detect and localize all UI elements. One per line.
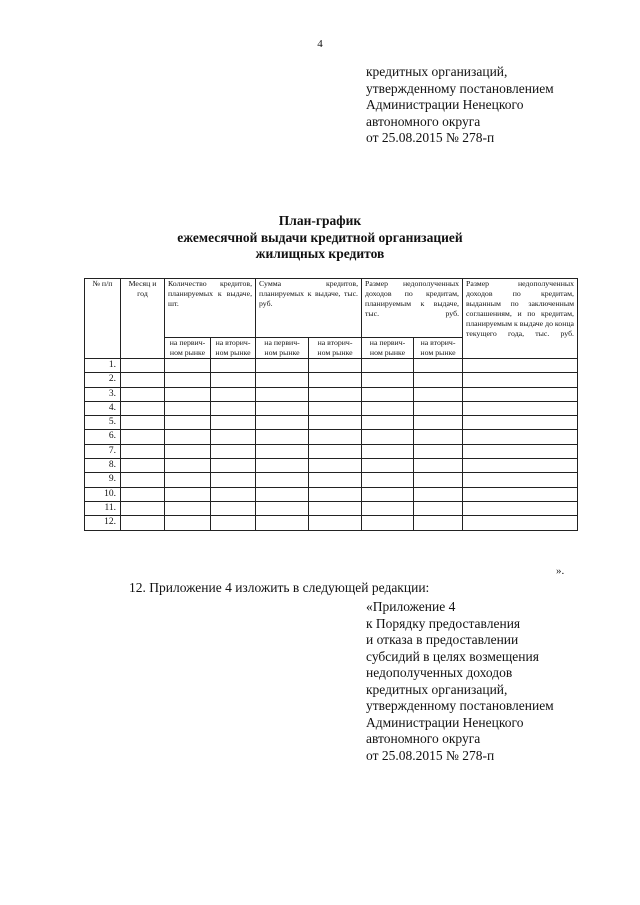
appendix-line: кредитных организаций,	[366, 681, 508, 697]
table-cell	[256, 516, 309, 530]
appendix-line: и отказа в предоставлении	[366, 632, 519, 647]
table-cell	[256, 487, 309, 501]
table-row	[85, 444, 578, 458]
table-cell	[211, 430, 256, 444]
row-number: 2.	[85, 373, 121, 387]
table-cell	[463, 501, 578, 515]
table-cell	[309, 473, 362, 487]
table-cell	[165, 473, 211, 487]
page-number: 4	[317, 38, 323, 50]
table-row	[85, 459, 578, 473]
table-row	[85, 416, 578, 430]
table-cell	[463, 444, 578, 458]
table-cell	[211, 501, 256, 515]
table-cell	[414, 416, 463, 430]
header-month-year: Месяц и год	[121, 279, 165, 359]
table-cell	[362, 359, 414, 373]
row-number: 5.	[85, 416, 121, 430]
table-cell	[165, 359, 211, 373]
table-cell	[211, 359, 256, 373]
table-cell	[165, 430, 211, 444]
table-cell	[211, 459, 256, 473]
table-cell	[165, 487, 211, 501]
table-cell	[414, 401, 463, 415]
table-cell	[256, 359, 309, 373]
subheader-secondary-market: на вторич-ном рынке	[309, 338, 362, 359]
table-cell	[463, 359, 578, 373]
title-line: жилищных кредитов	[255, 246, 385, 261]
appendix-reference-block-top	[366, 64, 554, 147]
table-cell	[463, 516, 578, 530]
table-cell	[256, 444, 309, 458]
table-cell	[463, 473, 578, 487]
table-cell	[121, 473, 165, 487]
table-cell	[414, 516, 463, 530]
table-cell	[463, 416, 578, 430]
table-cell	[165, 444, 211, 458]
table-cell	[362, 459, 414, 473]
table-cell	[121, 459, 165, 473]
header-loan-sum: Сумма кредитов, планируемых к выдаче, тыс. руб.	[256, 279, 362, 338]
table-cell	[256, 501, 309, 515]
table-cell	[211, 387, 256, 401]
table-cell	[463, 430, 578, 444]
subheader-primary-market: на первич-ном рынке	[165, 338, 211, 359]
table-cell	[463, 459, 578, 473]
row-number: 6.	[85, 430, 121, 444]
subheader-secondary-market: на вторич-ном рынке	[414, 338, 463, 359]
table-cell	[362, 501, 414, 515]
table-header-row	[85, 279, 578, 338]
table-cell	[414, 359, 463, 373]
table-cell	[309, 516, 362, 530]
table-row	[85, 387, 578, 401]
header-number: № п/п	[85, 279, 121, 359]
table-row	[85, 501, 578, 515]
row-number: 3.	[85, 387, 121, 401]
table-cell	[463, 401, 578, 415]
row-number: 11.	[85, 501, 121, 515]
table-cell	[121, 516, 165, 530]
table-cell	[362, 387, 414, 401]
row-number: 8.	[85, 459, 121, 473]
table-row	[85, 373, 578, 387]
table-cell	[165, 459, 211, 473]
table-cell	[121, 430, 165, 444]
subheader-primary-market: на первич-ном рынке	[362, 338, 414, 359]
appendix-line: утвержденному постановлением	[366, 698, 554, 713]
table-cell	[309, 459, 362, 473]
table-cell	[256, 459, 309, 473]
table-cell	[414, 501, 463, 515]
header-line: Администрации Ненецкого	[366, 97, 524, 112]
table-cell	[121, 444, 165, 458]
table-cell	[463, 373, 578, 387]
appendix-line: к Порядку предоставления	[366, 615, 521, 631]
table-row	[85, 473, 578, 487]
table-cell	[256, 387, 309, 401]
table-cell	[211, 416, 256, 430]
subheader-secondary-market: на вторич-ном рынке	[211, 338, 256, 359]
table-cell	[362, 473, 414, 487]
header-lost-income-total: Размер недополученных доходов по кредитам, выданным по заключенным соглашениям, и по кредитам, планируемым к выдаче до конца текущего года, тыс. руб.	[463, 279, 578, 359]
table-cell	[256, 416, 309, 430]
table-cell	[165, 387, 211, 401]
table-cell	[309, 501, 362, 515]
row-number: 1.	[85, 359, 121, 373]
table-cell	[414, 430, 463, 444]
appendix-line: «Приложение 4	[366, 599, 456, 614]
title-line: План-график	[278, 213, 362, 228]
row-number: 12.	[85, 516, 121, 530]
appendix-line: автономного округа	[366, 731, 481, 746]
table-cell	[309, 416, 362, 430]
table-cell	[414, 387, 463, 401]
table-cell	[165, 373, 211, 387]
table-cell	[309, 444, 362, 458]
header-line: кредитных организаций,	[366, 64, 508, 79]
row-number: 4.	[85, 401, 121, 415]
appendix-line: от 25.08.2015 № 278-п	[366, 747, 495, 763]
table-row	[85, 487, 578, 501]
table-cell	[121, 487, 165, 501]
table-cell	[414, 487, 463, 501]
table-row	[85, 359, 578, 373]
table-cell	[309, 487, 362, 501]
table-cell	[309, 373, 362, 387]
table-cell	[362, 516, 414, 530]
table-cell	[256, 430, 309, 444]
table-cell	[121, 387, 165, 401]
table-cell	[165, 501, 211, 515]
header-loan-count: Количество кредитов, планируемых к выдаче, шт.	[165, 279, 256, 338]
table-cell	[414, 444, 463, 458]
header-line: от 25.08.2015 № 278-п	[366, 130, 495, 145]
header-lost-income: Размер недополученных доходов по кредитам, планируемым к выдаче, тыс. руб.	[362, 279, 463, 338]
table-cell	[256, 373, 309, 387]
table-cell	[165, 401, 211, 415]
table-cell	[362, 401, 414, 415]
title-line: ежемесячной выдачи кредитной организацией	[177, 229, 463, 245]
table-cell	[165, 516, 211, 530]
table-cell	[211, 487, 256, 501]
table-cell	[121, 416, 165, 430]
table-cell	[414, 473, 463, 487]
table-cell	[362, 444, 414, 458]
table-cell	[362, 487, 414, 501]
appendix-line: субсидий в целях возмещения	[366, 648, 539, 664]
table-cell	[309, 387, 362, 401]
table-row	[85, 516, 578, 530]
header-line: утвержденному постановлением	[366, 80, 554, 96]
table-cell	[256, 401, 309, 415]
table-row	[85, 430, 578, 444]
table-cell	[211, 401, 256, 415]
table-cell	[121, 359, 165, 373]
appendix-reference-block	[366, 599, 554, 764]
row-number: 10.	[85, 487, 121, 501]
row-number: 7.	[85, 444, 121, 458]
table-cell	[414, 373, 463, 387]
table-cell	[309, 359, 362, 373]
document-title	[0, 213, 640, 263]
table-cell	[211, 473, 256, 487]
loan-schedule-table	[84, 278, 578, 531]
table-row	[85, 401, 578, 415]
item-12-paragraph: 12. Приложение 4 изложить в следующей редакции:	[129, 580, 430, 595]
closing-quote-mark: ».	[556, 565, 565, 577]
table-cell	[211, 444, 256, 458]
subheader-primary-market: на первич-ном рынке	[256, 338, 309, 359]
table-cell	[211, 373, 256, 387]
table-cell	[121, 501, 165, 515]
appendix-line: недополученных доходов	[366, 665, 513, 680]
table-cell	[463, 387, 578, 401]
table-cell	[121, 373, 165, 387]
table-cell	[463, 487, 578, 501]
table-cell	[414, 459, 463, 473]
table-cell	[309, 430, 362, 444]
table-cell	[121, 401, 165, 415]
table-cell	[362, 373, 414, 387]
appendix-line: Администрации Ненецкого	[366, 714, 524, 730]
table-cell	[256, 473, 309, 487]
table-cell	[309, 401, 362, 415]
row-number: 9.	[85, 473, 121, 487]
table-cell	[211, 516, 256, 530]
table-cell	[165, 416, 211, 430]
table-cell	[362, 430, 414, 444]
header-line: автономного округа	[366, 113, 481, 129]
table-cell	[362, 416, 414, 430]
